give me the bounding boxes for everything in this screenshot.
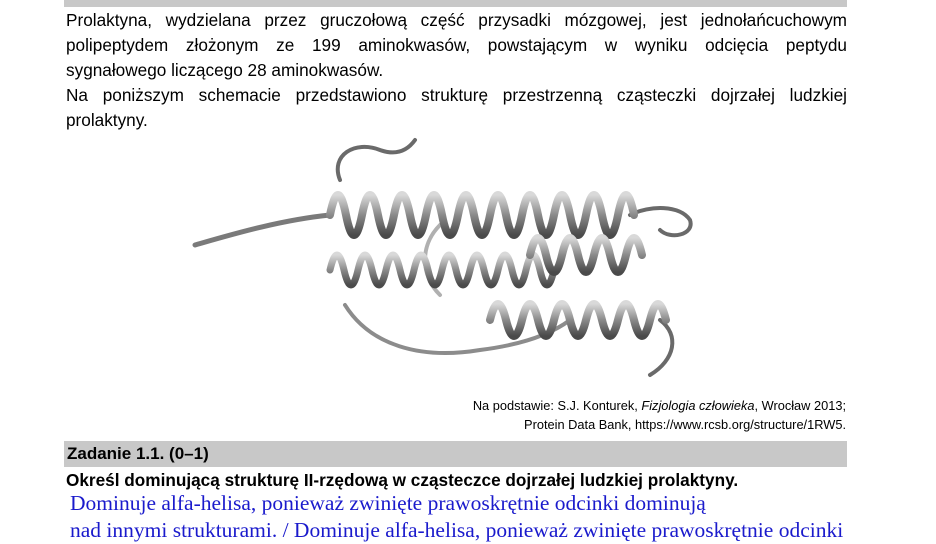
coil-loop-top (338, 140, 415, 180)
task-question: Określ dominującą strukturę II-rzędową w cząsteczce dojrzałej ludzkiej prolaktyny. (66, 470, 739, 490)
figure-source (300, 396, 846, 434)
handwritten-answer (70, 490, 870, 544)
intro-line-5: prolaktyny. (66, 110, 148, 130)
intro-line-2: polipeptydem złożonym ze 199 aminokwasów, powstającym w wyniku odcięcia peptydu (66, 35, 847, 55)
coil-loop-left (195, 215, 330, 245)
source-line-2: Protein Data Bank, https://www.rcsb.org/structure/1RW5. (524, 417, 846, 432)
prolactin-structure-figure (190, 135, 720, 385)
helix-2 (330, 255, 554, 285)
answer-line-1: Dominuje alfa-helisa, ponieważ zwinięte prawoskrętnie odcinki dominują (70, 491, 706, 515)
intro-line-3: sygnałowego liczącego 28 aminokwasów. (66, 60, 384, 80)
task-title: Zadanie 1.1. (0–1) (67, 444, 209, 463)
intro-line-1: Prolaktyna, wydzielana przez gruczołową część przysadki mózgowej, jest jednołańcuchowym (66, 10, 847, 30)
intro-line-4: Na poniższym schemacie przedstawiono strukturę przestrzenną cząsteczki dojrzałej ludzkiej (66, 85, 847, 105)
header-bar (64, 0, 847, 7)
coil-loop-right (630, 208, 691, 235)
coil-loop-bottom-right (650, 320, 672, 375)
helix-1 (330, 195, 634, 235)
intro-text (66, 8, 847, 133)
answer-line-2: nad innymi strukturami. / Dominuje alfa-helisa, ponieważ zwinięte prawoskrętnie odcinki (70, 518, 844, 542)
helix-3 (530, 238, 642, 272)
source-line-1: Na podstawie: S.J. Konturek, Fizjologia człowieka, Wrocław 2013; (472, 398, 846, 413)
helix-4 (490, 304, 666, 336)
